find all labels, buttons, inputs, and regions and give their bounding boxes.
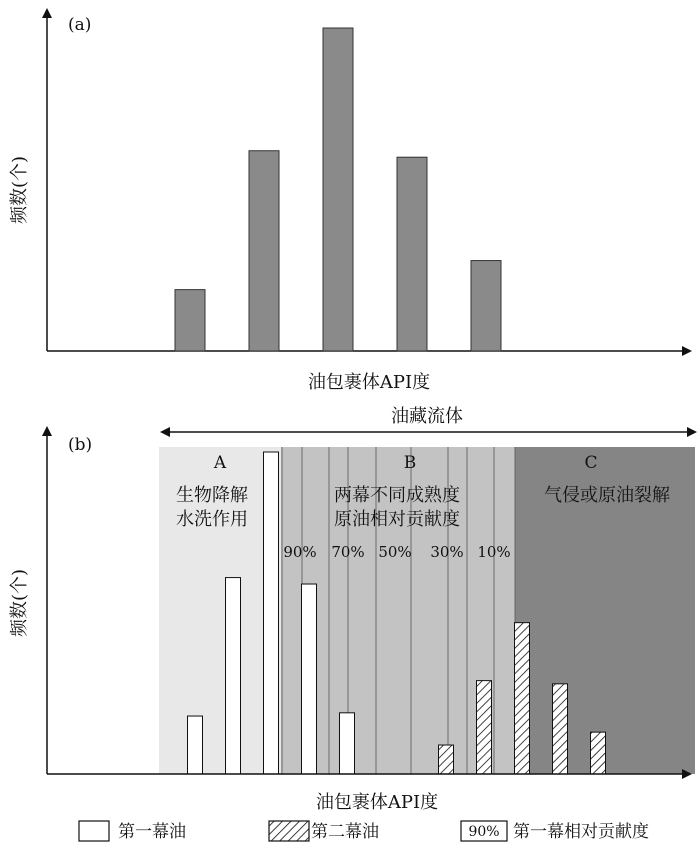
first-oil-bar-4: [302, 584, 317, 774]
panel-a-x-label: 油包裹体API度: [307, 372, 431, 393]
legend-label-contribution: 第一幕相对贡献度: [513, 822, 649, 842]
panel-a-y-label: 频数(个): [9, 155, 30, 225]
first-oil-bar-2: [226, 578, 241, 774]
region-b-letter: B: [403, 453, 417, 473]
panel-a-bars: [175, 28, 501, 351]
region-c-letter: C: [584, 453, 598, 473]
legend-swatch-first-oil: [79, 821, 109, 841]
panel-a-bar-1: [175, 290, 205, 351]
second-oil-bar-3: [515, 623, 530, 774]
second-oil-bar-4: [553, 684, 568, 774]
legend-label-second-oil: 第二幕油: [311, 822, 379, 842]
region-b-text-line2: 原油相对贡献度: [334, 509, 460, 530]
panel-a-label: (a): [68, 15, 92, 35]
first-oil-bar-3: [264, 452, 279, 774]
region-c-text-line1: 气侵或原油裂解: [544, 485, 670, 506]
second-oil-bar-1: [439, 745, 454, 774]
contribution-label-10pct: 10%: [477, 543, 511, 561]
region-a-text-line2: 水洗作用: [176, 509, 248, 530]
legend-label-first-oil: 第一幕油: [118, 822, 186, 842]
legend-contribution-box-text: 90%: [468, 824, 500, 840]
contribution-label-70pct: 70%: [331, 543, 365, 561]
panel-b: [9, 406, 695, 813]
panel-a-bar-3: [323, 28, 353, 351]
second-oil-bar-2: [477, 681, 492, 774]
panel-a-bar-2: [249, 151, 279, 351]
panel-b-y-label: 频数(个): [9, 568, 30, 638]
contribution-label-30pct: 30%: [430, 543, 464, 561]
panel-a: [9, 10, 690, 393]
contribution-label-90pct: 90%: [283, 543, 317, 561]
second-oil-bar-5: [591, 732, 606, 774]
reservoir-fluid-label: 油藏流体: [391, 406, 463, 427]
panel-b-label: (b): [68, 435, 93, 455]
first-oil-bar-1: [188, 716, 203, 774]
panel-a-bar-4: [397, 157, 427, 351]
legend-swatch-second-oil: [269, 821, 309, 841]
region-a-text-line1: 生物降解: [176, 485, 248, 506]
panel-a-bar-5: [471, 261, 501, 351]
region-a-letter: A: [213, 453, 227, 473]
contribution-label-50pct: 50%: [378, 543, 412, 561]
first-oil-bar-5: [340, 713, 355, 774]
region-b-text-line1: 两幕不同成熟度: [334, 485, 460, 506]
legend: [79, 821, 649, 842]
panel-b-x-label: 油包裹体API度: [315, 792, 439, 813]
